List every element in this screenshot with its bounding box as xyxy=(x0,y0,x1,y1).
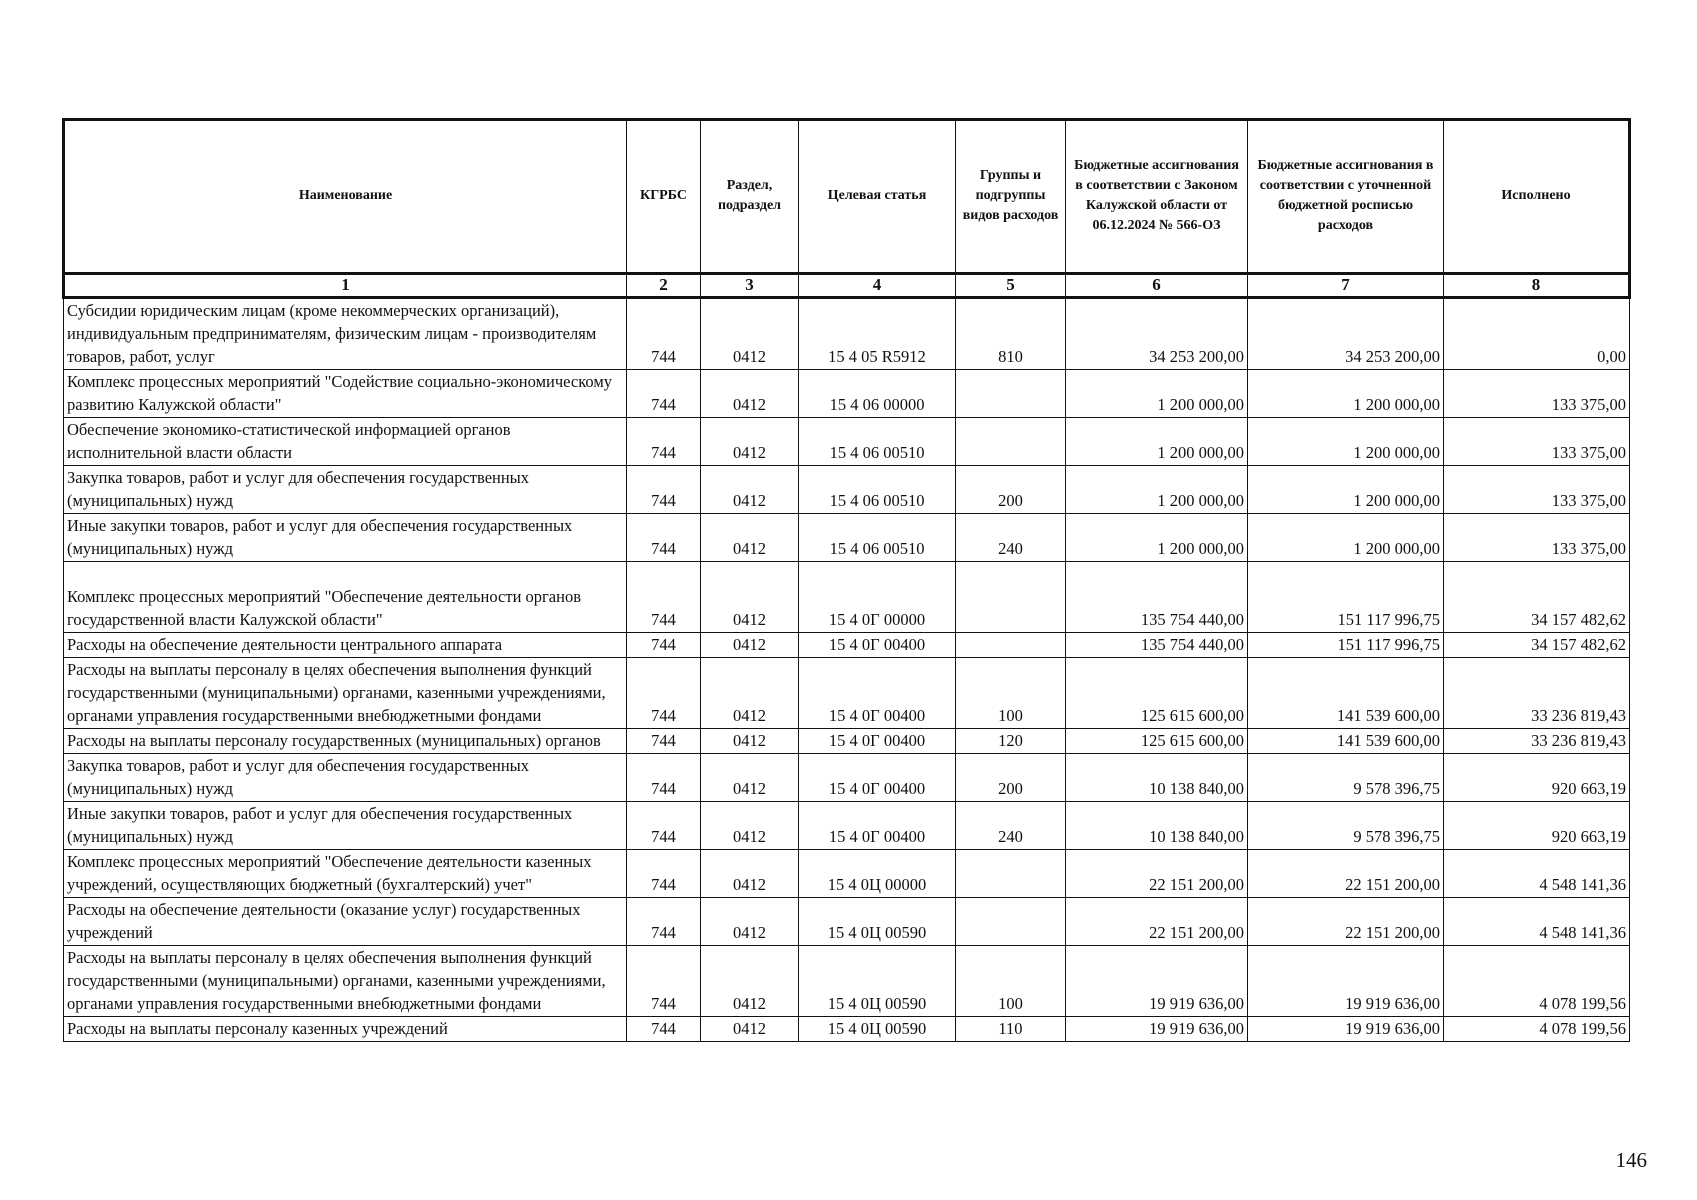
table-row xyxy=(64,754,1630,802)
cell-group: 110 xyxy=(956,1017,1066,1042)
cell-law: 135 754 440,00 xyxy=(1066,633,1248,658)
cell-law: 10 138 840,00 xyxy=(1066,802,1248,850)
cell-law: 125 615 600,00 xyxy=(1066,658,1248,729)
cell-law: 1 200 000,00 xyxy=(1066,418,1248,466)
column-number: 7 xyxy=(1248,274,1444,298)
column-number: 4 xyxy=(799,274,956,298)
cell-refined: 19 919 636,00 xyxy=(1248,946,1444,1017)
cell-name: Субсидии юридическим лицам (кроме некоммерческих организаций), индивидуальным предпринимателям, физическим лицам - производителям товаров, работ, услуг xyxy=(64,298,627,370)
cell-executed: 34 157 482,62 xyxy=(1444,633,1630,658)
cell-target: 15 4 0Г 00400 xyxy=(799,633,956,658)
cell-executed: 34 157 482,62 xyxy=(1444,562,1630,633)
cell-name: Расходы на выплаты персоналу казенных учреждений xyxy=(64,1017,627,1042)
cell-section: 0412 xyxy=(701,1017,799,1042)
cell-refined: 34 253 200,00 xyxy=(1248,298,1444,370)
cell-target: 15 4 0Ц 00000 xyxy=(799,850,956,898)
cell-refined: 1 200 000,00 xyxy=(1248,418,1444,466)
cell-law: 19 919 636,00 xyxy=(1066,946,1248,1017)
cell-group xyxy=(956,898,1066,946)
cell-target: 15 4 0Г 00400 xyxy=(799,754,956,802)
cell-section: 0412 xyxy=(701,466,799,514)
cell-kgrbs: 744 xyxy=(627,729,701,754)
cell-name: Расходы на обеспечение деятельности (оказание услуг) государственных учреждений xyxy=(64,898,627,946)
cell-executed: 33 236 819,43 xyxy=(1444,658,1630,729)
cell-kgrbs: 744 xyxy=(627,466,701,514)
table-row xyxy=(64,298,1630,370)
header-kgrbs: КГРБС xyxy=(627,120,701,274)
cell-refined: 1 200 000,00 xyxy=(1248,514,1444,562)
cell-law: 125 615 600,00 xyxy=(1066,729,1248,754)
cell-group: 810 xyxy=(956,298,1066,370)
cell-name: Обеспечение экономико-статистической информацией органов исполнительной власти области xyxy=(64,418,627,466)
cell-kgrbs: 744 xyxy=(627,658,701,729)
cell-section: 0412 xyxy=(701,658,799,729)
cell-executed: 133 375,00 xyxy=(1444,514,1630,562)
cell-kgrbs: 744 xyxy=(627,370,701,418)
cell-group: 100 xyxy=(956,658,1066,729)
column-number: 6 xyxy=(1066,274,1248,298)
cell-refined: 151 117 996,75 xyxy=(1248,562,1444,633)
cell-refined: 9 578 396,75 xyxy=(1248,802,1444,850)
column-number: 8 xyxy=(1444,274,1630,298)
header-section: Раздел, подраздел xyxy=(701,120,799,274)
cell-group: 100 xyxy=(956,946,1066,1017)
header-target: Целевая статья xyxy=(799,120,956,274)
cell-name: Расходы на обеспечение деятельности центрального аппарата xyxy=(64,633,627,658)
cell-kgrbs: 744 xyxy=(627,946,701,1017)
cell-group xyxy=(956,370,1066,418)
cell-target: 15 4 0Ц 00590 xyxy=(799,898,956,946)
table-row xyxy=(64,562,1630,633)
cell-law: 10 138 840,00 xyxy=(1066,754,1248,802)
table-row xyxy=(64,802,1630,850)
cell-group: 120 xyxy=(956,729,1066,754)
cell-law: 34 253 200,00 xyxy=(1066,298,1248,370)
cell-kgrbs: 744 xyxy=(627,898,701,946)
cell-executed: 0,00 xyxy=(1444,298,1630,370)
table-row xyxy=(64,514,1630,562)
table-row xyxy=(64,418,1630,466)
column-number: 3 xyxy=(701,274,799,298)
cell-law: 19 919 636,00 xyxy=(1066,1017,1248,1042)
cell-kgrbs: 744 xyxy=(627,633,701,658)
cell-group: 200 xyxy=(956,466,1066,514)
cell-group xyxy=(956,633,1066,658)
table-row xyxy=(64,850,1630,898)
cell-group xyxy=(956,562,1066,633)
cell-kgrbs: 744 xyxy=(627,754,701,802)
cell-target: 15 4 06 00000 xyxy=(799,370,956,418)
cell-name: Иные закупки товаров, работ и услуг для обеспечения государственных (муниципальных) нужд xyxy=(64,802,627,850)
cell-executed: 133 375,00 xyxy=(1444,370,1630,418)
cell-kgrbs: 744 xyxy=(627,418,701,466)
cell-section: 0412 xyxy=(701,633,799,658)
page-number: 146 xyxy=(1615,1148,1647,1172)
cell-target: 15 4 06 00510 xyxy=(799,418,956,466)
cell-law: 22 151 200,00 xyxy=(1066,898,1248,946)
table-row xyxy=(64,898,1630,946)
table-row xyxy=(64,658,1630,729)
cell-kgrbs: 744 xyxy=(627,298,701,370)
cell-group xyxy=(956,850,1066,898)
cell-law: 22 151 200,00 xyxy=(1066,850,1248,898)
cell-refined: 1 200 000,00 xyxy=(1248,466,1444,514)
cell-section: 0412 xyxy=(701,370,799,418)
cell-executed: 4 548 141,36 xyxy=(1444,850,1630,898)
cell-name: Расходы на выплаты персоналу в целях обеспечения выполнения функций государственными (муниципальными) органами, казенными учреждениями, органами управления государственными внебюджетными фондами xyxy=(64,658,627,729)
cell-name: Иные закупки товаров, работ и услуг для обеспечения государственных (муниципальных) нужд xyxy=(64,514,627,562)
table-row xyxy=(64,729,1630,754)
cell-target: 15 4 05 R5912 xyxy=(799,298,956,370)
cell-target: 15 4 0Г 00400 xyxy=(799,658,956,729)
cell-kgrbs: 744 xyxy=(627,802,701,850)
table-row xyxy=(64,1017,1630,1042)
cell-target: 15 4 06 00510 xyxy=(799,466,956,514)
cell-executed: 4 078 199,56 xyxy=(1444,946,1630,1017)
cell-executed: 920 663,19 xyxy=(1444,802,1630,850)
cell-law: 1 200 000,00 xyxy=(1066,370,1248,418)
cell-section: 0412 xyxy=(701,898,799,946)
column-number-row xyxy=(64,274,1630,298)
cell-group xyxy=(956,418,1066,466)
cell-refined: 22 151 200,00 xyxy=(1248,850,1444,898)
table-row xyxy=(64,466,1630,514)
cell-kgrbs: 744 xyxy=(627,1017,701,1042)
header-row xyxy=(64,120,1630,274)
cell-executed: 133 375,00 xyxy=(1444,418,1630,466)
header-name: Наименование xyxy=(64,120,627,274)
column-number: 1 xyxy=(64,274,627,298)
cell-refined: 1 200 000,00 xyxy=(1248,370,1444,418)
cell-name: Расходы на выплаты персоналу государственных (муниципальных) органов xyxy=(64,729,627,754)
cell-section: 0412 xyxy=(701,514,799,562)
cell-refined: 151 117 996,75 xyxy=(1248,633,1444,658)
cell-section: 0412 xyxy=(701,562,799,633)
cell-section: 0412 xyxy=(701,802,799,850)
cell-section: 0412 xyxy=(701,729,799,754)
cell-refined: 141 539 600,00 xyxy=(1248,729,1444,754)
cell-executed: 33 236 819,43 xyxy=(1444,729,1630,754)
cell-executed: 4 078 199,56 xyxy=(1444,1017,1630,1042)
header-group: Группы и подгруппы видов расходов xyxy=(956,120,1066,274)
cell-target: 15 4 0Ц 00590 xyxy=(799,946,956,1017)
cell-group: 240 xyxy=(956,802,1066,850)
cell-target: 15 4 0Г 00400 xyxy=(799,802,956,850)
cell-name: Комплекс процессных мероприятий "Обеспечение деятельности казенных учреждений, осуществляющих бюджетный (бухгалтерский) учет" xyxy=(64,850,627,898)
table-row xyxy=(64,946,1630,1017)
cell-section: 0412 xyxy=(701,298,799,370)
cell-section: 0412 xyxy=(701,850,799,898)
cell-law: 1 200 000,00 xyxy=(1066,514,1248,562)
cell-name: Комплекс процессных мероприятий "Обеспечение деятельности органов государственной власти Калужской области" xyxy=(64,562,627,633)
cell-group: 240 xyxy=(956,514,1066,562)
cell-name: Комплекс процессных мероприятий "Содействие социально-экономическому развитию Калужской области" xyxy=(64,370,627,418)
cell-name: Расходы на выплаты персоналу в целях обеспечения выполнения функций государственными (муниципальными) органами, казенными учреждениями, органами управления государственными внебюджетными фондами xyxy=(64,946,627,1017)
budget-table xyxy=(62,118,1631,1042)
cell-target: 15 4 06 00510 xyxy=(799,514,956,562)
header-refined-allocations: Бюджетные ассигнования в соответствии с уточненной бюджетной росписью расходов xyxy=(1248,120,1444,274)
cell-kgrbs: 744 xyxy=(627,514,701,562)
cell-name: Закупка товаров, работ и услуг для обеспечения государственных (муниципальных) нужд xyxy=(64,466,627,514)
cell-executed: 133 375,00 xyxy=(1444,466,1630,514)
cell-executed: 4 548 141,36 xyxy=(1444,898,1630,946)
cell-section: 0412 xyxy=(701,418,799,466)
cell-refined: 141 539 600,00 xyxy=(1248,658,1444,729)
document-sheet xyxy=(62,118,1628,1042)
cell-section: 0412 xyxy=(701,754,799,802)
cell-law: 1 200 000,00 xyxy=(1066,466,1248,514)
cell-section: 0412 xyxy=(701,946,799,1017)
column-number: 5 xyxy=(956,274,1066,298)
cell-group: 200 xyxy=(956,754,1066,802)
column-number: 2 xyxy=(627,274,701,298)
cell-target: 15 4 0Г 00400 xyxy=(799,729,956,754)
table-row xyxy=(64,633,1630,658)
cell-kgrbs: 744 xyxy=(627,562,701,633)
cell-target: 15 4 0Г 00000 xyxy=(799,562,956,633)
cell-refined: 9 578 396,75 xyxy=(1248,754,1444,802)
table-row xyxy=(64,370,1630,418)
cell-target: 15 4 0Ц 00590 xyxy=(799,1017,956,1042)
header-law-allocations: Бюджетные ассигнования в соответствии с Законом Калужской области от 06.12.2024 № 566-ОЗ xyxy=(1066,120,1248,274)
cell-refined: 22 151 200,00 xyxy=(1248,898,1444,946)
cell-executed: 920 663,19 xyxy=(1444,754,1630,802)
header-executed: Исполнено xyxy=(1444,120,1630,274)
cell-kgrbs: 744 xyxy=(627,850,701,898)
cell-name: Закупка товаров, работ и услуг для обеспечения государственных (муниципальных) нужд xyxy=(64,754,627,802)
cell-law: 135 754 440,00 xyxy=(1066,562,1248,633)
cell-refined: 19 919 636,00 xyxy=(1248,1017,1444,1042)
